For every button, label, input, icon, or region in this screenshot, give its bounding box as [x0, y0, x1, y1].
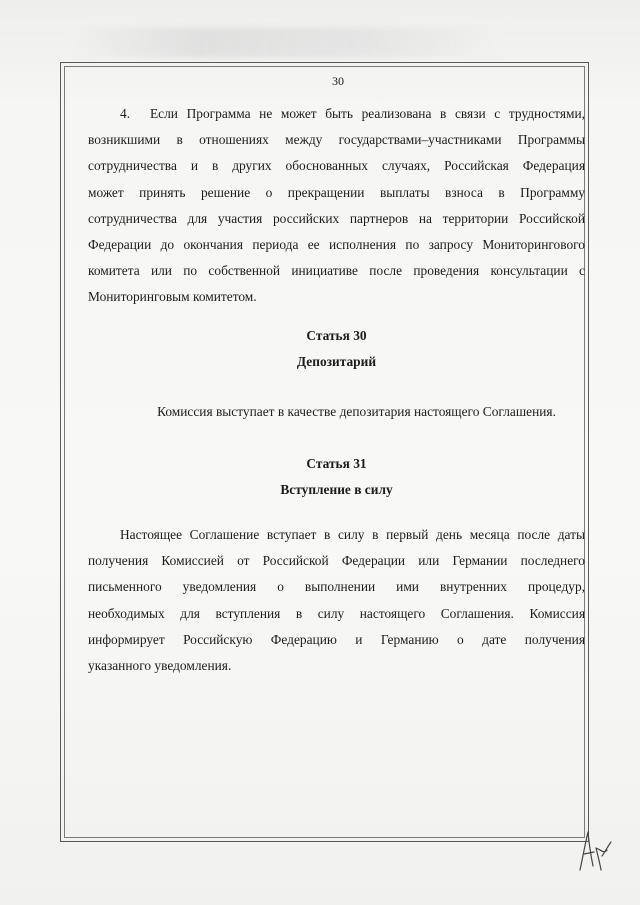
paragraph-article-31	[88, 522, 585, 679]
paragraph-line	[88, 101, 585, 127]
paragraph-line: указанного уведомления.	[88, 658, 232, 674]
paragraph-line: может принять решение о прекращении выплаты взноса в Программу	[88, 184, 585, 200]
paragraph-line: информирует Российскую Федерацию и Германию о дате получения	[88, 631, 585, 647]
paragraph-line: письменного уведомления о выполнении ими внутренних процедур,	[88, 579, 585, 595]
paragraph-line: возникшими в отношениях между государствами–участниками Программы	[88, 132, 585, 148]
page-number: 30	[332, 74, 344, 88]
paragraph-line: необходимых для вступления в силу настоящего Соглашения. Комиссия	[88, 605, 585, 621]
paragraph-line: Мониторинговым комитетом.	[88, 289, 257, 305]
scan-bleed-through	[70, 28, 500, 58]
paragraph-line: сотрудничества для участия российских партнеров на территории Российской	[88, 210, 585, 226]
article-31-heading: Статья 31	[306, 456, 367, 471]
article-31-title: Вступление в силу	[280, 482, 393, 497]
article-30-text: Комиссия выступает в качестве депозитария настоящего Соглашения.	[157, 404, 556, 419]
article-30-heading: Статья 30	[306, 328, 367, 343]
paragraph-line: сотрудничества и в других обоснованных случаях, Российская Федерация	[88, 158, 585, 174]
line-text: Если Программа не может быть реализована в связи с трудностями,	[150, 106, 585, 121]
paragraph-line: Настоящее Соглашение вступает в силу в первый день месяца после даты	[120, 527, 585, 542]
paragraph-line: Федерации до окончания периода ее исполнения по запросу Мониторингового	[88, 237, 585, 253]
paragraph-line: комитета или по собственной инициативе после проведения консультации с	[88, 263, 585, 279]
handwritten-initials-icon	[574, 826, 614, 876]
item-number: 4.	[120, 106, 131, 121]
paragraph-line: получения Комиссией от Российской Федерации или Германии последнего	[88, 553, 585, 569]
paragraph-item-4	[88, 101, 585, 311]
article-30-title: Депозитарий	[296, 354, 377, 369]
